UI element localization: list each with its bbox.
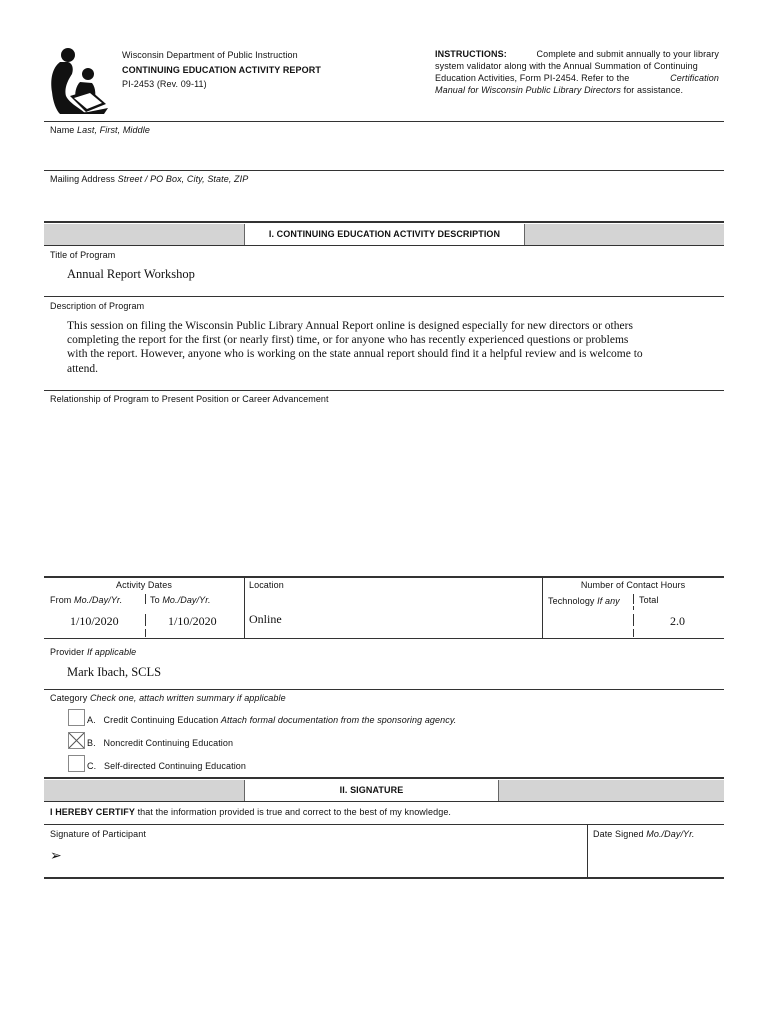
contact-hours-label: Number of Contact Hours bbox=[580, 580, 686, 590]
option-letter: B. bbox=[87, 738, 96, 748]
section2-heading: II. SIGNATURE bbox=[244, 780, 499, 801]
name-label bbox=[50, 125, 150, 135]
divider bbox=[44, 245, 724, 246]
technology-hours-input[interactable] bbox=[548, 612, 628, 628]
category-c-checkbox[interactable] bbox=[68, 755, 85, 772]
tick bbox=[633, 614, 634, 626]
form-title: CONTINUING EDUCATION ACTIVITY REPORT bbox=[122, 65, 321, 75]
description-value[interactable] bbox=[67, 319, 717, 376]
address-input[interactable] bbox=[46, 186, 722, 216]
divider bbox=[44, 170, 724, 171]
tick bbox=[145, 594, 146, 604]
section-divider bbox=[44, 777, 724, 779]
certify-statement bbox=[50, 807, 451, 817]
provider-value[interactable]: Mark Ibach, SCLS bbox=[67, 665, 162, 679]
category-b-label bbox=[87, 738, 233, 748]
agency-name: Wisconsin Department of Public Instruction bbox=[122, 50, 298, 60]
technology-hint: If any bbox=[597, 596, 620, 606]
category-a-label bbox=[87, 715, 456, 725]
address-label-text: Mailing Address bbox=[50, 174, 116, 184]
instructions-line-1: Complete and submit annually to your library bbox=[536, 49, 719, 59]
category-hint: Check one, attach written summary if applicable bbox=[89, 693, 286, 703]
instructions-line-4: for assistance. bbox=[623, 85, 684, 95]
certify-text: that the information provided is true and correct to the best of my knowledge. bbox=[137, 807, 452, 817]
instructions-manual-title: Manual for Wisconsin Public Library Directors bbox=[435, 85, 621, 95]
instructions-line-3: Education Activities, Form PI-2454. Refer to the bbox=[435, 73, 630, 83]
name-input[interactable] bbox=[46, 137, 722, 167]
reading-family-icon bbox=[46, 46, 112, 116]
form-bottom-border bbox=[44, 877, 724, 879]
option-text: Self-directed Continuing Education bbox=[104, 761, 247, 771]
to-hint: Mo./Day/Yr. bbox=[162, 595, 211, 605]
provider-label bbox=[50, 647, 136, 657]
date-signed-field[interactable] bbox=[593, 842, 719, 872]
signature-label: Signature of Participant bbox=[50, 829, 146, 839]
location-value[interactable]: Online bbox=[249, 612, 282, 626]
address-hint: Street / PO Box, City, State, ZIP bbox=[117, 174, 249, 184]
category-b-checkbox[interactable] bbox=[68, 732, 85, 749]
column-divider bbox=[587, 825, 588, 877]
program-title-value[interactable]: Annual Report Workshop bbox=[67, 267, 195, 281]
divider bbox=[44, 824, 724, 825]
divider bbox=[44, 390, 724, 391]
divider bbox=[44, 121, 724, 122]
instructions-label: INSTRUCTIONS: bbox=[435, 49, 507, 59]
program-title-label: Title of Program bbox=[50, 250, 116, 260]
tick bbox=[633, 606, 634, 610]
divider bbox=[44, 801, 724, 802]
provider-label-text: Provider bbox=[50, 647, 85, 657]
activity-dates-label: Activity Dates bbox=[116, 580, 172, 590]
section1-heading: I. CONTINUING EDUCATION ACTIVITY DESCRIPTION bbox=[244, 224, 525, 245]
certify-bold: I HEREBY CERTIFY bbox=[50, 807, 135, 817]
name-label-text: Name bbox=[50, 125, 75, 135]
category-a-checkbox[interactable] bbox=[68, 709, 85, 726]
relationship-input[interactable] bbox=[46, 408, 722, 573]
description-line: completing the report for the first (or nearly first) time, or for anyone who has recently experienced questions or problems bbox=[67, 334, 629, 347]
option-letter: A. bbox=[87, 715, 96, 725]
from-date-value[interactable]: 1/10/2020 bbox=[70, 614, 119, 628]
to-label-text: To bbox=[150, 595, 160, 605]
tick bbox=[633, 594, 634, 604]
instructions-line-2: system validator along with the Annual Summation of Continuing bbox=[435, 61, 698, 71]
column-divider bbox=[244, 578, 245, 638]
to-label bbox=[150, 595, 211, 605]
option-letter: C. bbox=[87, 761, 97, 771]
from-label-text: From bbox=[50, 595, 72, 605]
agency-logo bbox=[46, 46, 112, 116]
tick bbox=[633, 629, 634, 637]
date-signed-label-text: Date Signed bbox=[593, 829, 644, 839]
provider-hint: If applicable bbox=[86, 647, 137, 657]
from-hint: Mo./Day/Yr. bbox=[74, 595, 123, 605]
description-line: attend. bbox=[67, 362, 98, 375]
tick bbox=[145, 629, 146, 637]
signature-field[interactable] bbox=[70, 842, 580, 872]
technology-label bbox=[548, 596, 620, 606]
technology-label-text: Technology bbox=[548, 596, 595, 606]
table-top-border bbox=[44, 576, 724, 578]
category-label-text: Category bbox=[50, 693, 88, 703]
total-label: Total bbox=[639, 595, 659, 605]
description-label: Description of Program bbox=[50, 301, 145, 311]
option-text: Noncredit Continuing Education bbox=[103, 738, 234, 748]
signature-arrow-icon: ➢ bbox=[50, 847, 62, 863]
option-note: Attach formal documentation from the sponsoring agency. bbox=[220, 715, 457, 725]
instructions-certification: Certification bbox=[670, 73, 719, 83]
date-signed-hint: Mo./Day/Yr. bbox=[646, 829, 695, 839]
location-label: Location bbox=[249, 580, 284, 590]
option-text: Credit Continuing Education bbox=[103, 715, 219, 725]
divider bbox=[44, 689, 724, 690]
tick bbox=[145, 614, 146, 626]
category-label bbox=[50, 693, 286, 703]
divider bbox=[44, 296, 724, 297]
checkmark-x-icon bbox=[69, 733, 84, 748]
instructions bbox=[435, 48, 719, 96]
total-hours-value[interactable]: 2.0 bbox=[670, 614, 685, 628]
divider bbox=[44, 638, 724, 639]
form-number: PI-2453 (Rev. 09-11) bbox=[122, 79, 207, 89]
category-c-label bbox=[87, 761, 246, 771]
section-divider bbox=[44, 221, 724, 223]
date-signed-label bbox=[593, 829, 695, 839]
relationship-label: Relationship of Program to Present Position or Career Advancement bbox=[50, 394, 329, 404]
description-line: with the report. However, anyone who is working on the state annual report should find it a helpful review and is welcome to bbox=[67, 348, 643, 361]
address-label bbox=[50, 174, 248, 184]
name-hint: Last, First, Middle bbox=[77, 125, 150, 135]
to-date-value[interactable]: 1/10/2020 bbox=[168, 614, 217, 628]
description-line: This session on filing the Wisconsin Public Library Annual Report online is designed especially for new directors or others bbox=[67, 320, 633, 332]
from-label bbox=[50, 595, 122, 605]
